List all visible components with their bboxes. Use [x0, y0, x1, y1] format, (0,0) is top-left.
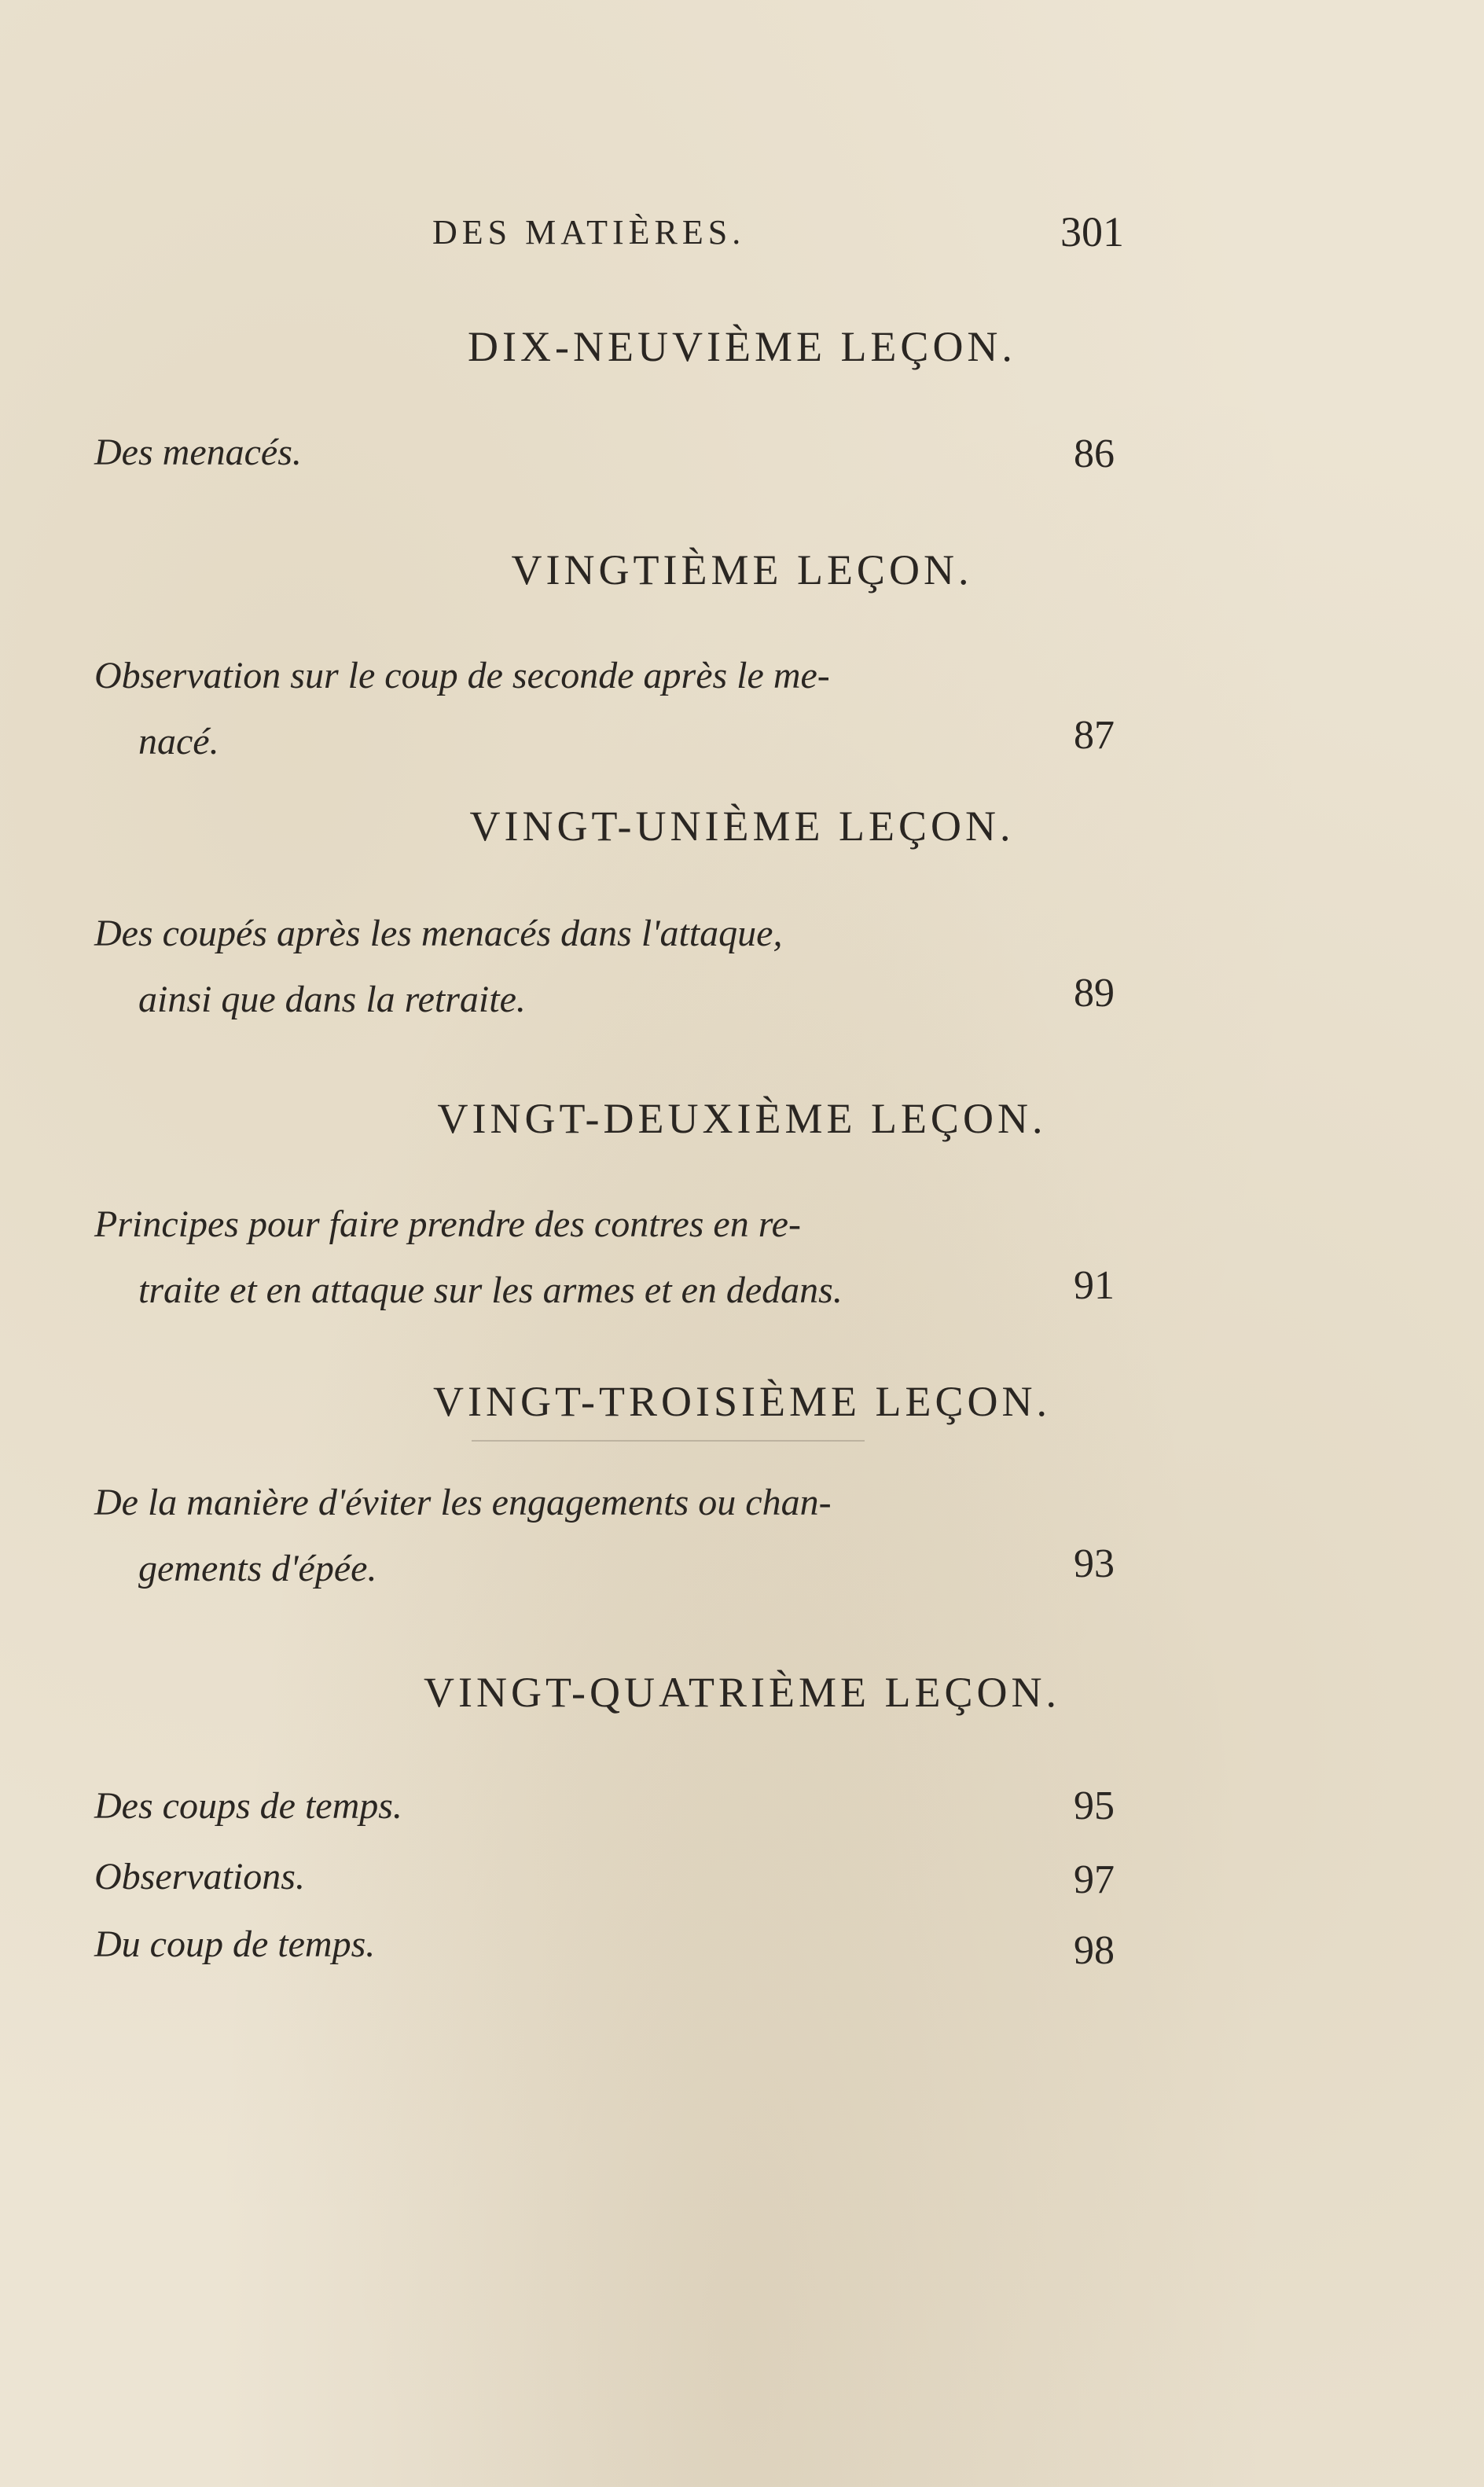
section-heading: VINGT-TROISIÈME LEÇON.: [433, 1378, 1051, 1425]
entry-line: Des coups de temps.: [94, 1785, 402, 1827]
toc-entry: [94, 420, 1132, 486]
section-heading: VINGT-DEUXIÈME LEÇON.: [437, 1095, 1047, 1142]
entry-line: traite et en attaque sur les armes et en dedans.: [138, 1269, 843, 1311]
running-head: [432, 208, 1124, 275]
page-folio: 301: [1060, 208, 1124, 255]
toc-entry: [94, 1844, 1132, 1910]
toc-entry: [94, 1470, 1132, 1602]
toc-entry: [94, 643, 1132, 775]
entry-line: gements d'épée.: [138, 1548, 377, 1589]
entry-page-number: 97: [1074, 1857, 1115, 1902]
entry-page-number: 87: [1074, 713, 1115, 758]
entry-line: De la manière d'éviter les engagements ou chan-: [94, 1482, 832, 1523]
heading-rule: [472, 1440, 865, 1442]
entry-page-number: 98: [1074, 1928, 1115, 1973]
toc-entry: [94, 1773, 1132, 1839]
running-title: DES MATIÈRES.: [432, 213, 746, 252]
entry-page-number: 89: [1074, 971, 1115, 1016]
entry-page-number: 86: [1074, 432, 1115, 476]
section-heading: VINGTIÈME LEÇON.: [511, 546, 973, 593]
entry-line: Des menacés.: [94, 432, 302, 473]
entry-line: Observation sur le coup de seconde après le me-: [94, 655, 830, 696]
entry-line: Principes pour faire prendre des contres en re-: [94, 1203, 801, 1245]
entry-line: Observations.: [94, 1856, 305, 1897]
toc-entry: [94, 1912, 1132, 1978]
entry-line: Du coup de temps.: [94, 1923, 376, 1965]
entry-page-number: 93: [1074, 1541, 1115, 1586]
section-heading: VINGT-UNIÈME LEÇON.: [469, 803, 1015, 850]
entry-page-number: 95: [1074, 1784, 1115, 1828]
entry-line: nacé.: [138, 721, 219, 762]
toc-entry: [94, 901, 1132, 1033]
entry-line: Des coupés après les menacés dans l'attaque,: [94, 913, 783, 954]
section-heading: VINGT-QUATRIÈME LEÇON.: [424, 1669, 1060, 1716]
section-heading: DIX-NEUVIÈME LEÇON.: [468, 323, 1016, 370]
toc-entry: [94, 1192, 1132, 1324]
entry-page-number: 91: [1074, 1263, 1115, 1308]
entry-line: ainsi que dans la retraite.: [138, 979, 526, 1020]
